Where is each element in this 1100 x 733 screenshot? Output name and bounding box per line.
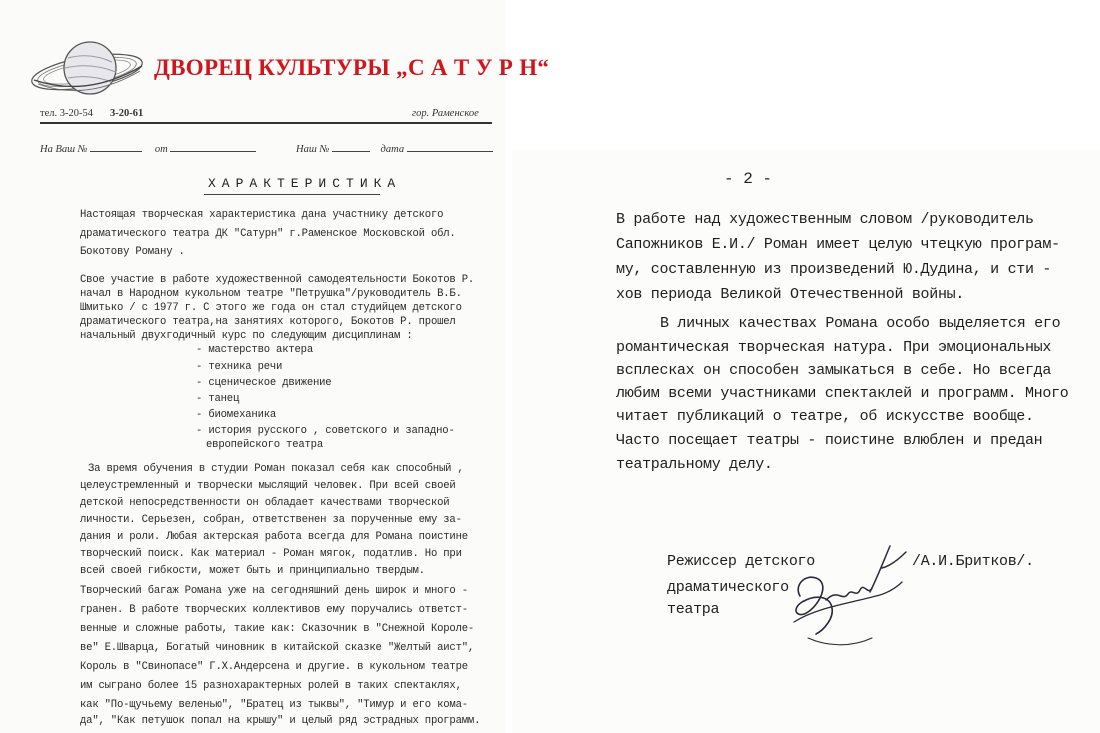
text-line: читает публикаций о театре, об искусстве вообще.	[616, 408, 1034, 425]
text-line: му, составленную из произведений Ю.Дудина, и сти -	[616, 261, 1052, 278]
text-line: ве" Е.Шварца, Богатый чиновник в китайской сказке "Желтый аист",	[80, 642, 475, 654]
text-line: романтическая творческая натура. При эмоциональных	[616, 339, 1052, 356]
list-item: - сценическое движение	[196, 377, 332, 389]
list-item: европейского театра	[206, 439, 323, 451]
text-line: Король в "Свинопасе" Г.Х.Андерсена и другие. в кукольном театре	[80, 661, 468, 673]
text-line: драматического театра ДК "Сатурн" г.Раменское Московской обл.	[80, 228, 456, 240]
text-line: личности. Серьезен, собран, ответственен за порученные ему за-	[80, 514, 462, 526]
text-line: Свое участие в работе художественной самодеятельности Бокотов Р.	[80, 274, 475, 286]
organization-name: ДВОРЕЦ КУЛЬТУРЫ „С А Т У Р Н“	[154, 55, 550, 80]
list-item: - биомеханика	[196, 409, 277, 421]
list-item: - техника речи	[196, 361, 283, 373]
text-line: Часто посещает театры - поистине влюблен и предан	[616, 432, 1043, 449]
signatory-title-line-2: драматического	[667, 579, 789, 596]
ref-our-number: Наш № дата	[296, 142, 493, 155]
signatory-name: /А.И.Бритков/.	[912, 553, 1034, 570]
phone-number-1: тел. 3-20-54	[40, 108, 93, 119]
phone-number-2: 3-20-61	[110, 108, 144, 119]
text-line: Бокотову Роману .	[80, 246, 185, 258]
list-item: - танец	[196, 393, 240, 405]
text-line: целеустремленный и творчески мыслящий человек. При всей своей	[80, 480, 456, 492]
title-underline	[204, 194, 380, 195]
text-line: театральному делу.	[616, 456, 773, 473]
text-line: начал в Народном кукольном театре "Петрушка"/руководитель В.Б.	[80, 288, 462, 300]
text-line: да", "Как петушок попал на крышу" и целый ряд эстрадных программ.	[80, 715, 481, 727]
list-item: - история русского , советского и западно-	[196, 425, 455, 437]
text-line: хов периода Великой Отечественной войны.	[616, 286, 965, 303]
text-line: им сыграно более 15 разнохарактерных ролей в таких спектаклях,	[80, 680, 462, 692]
ref-your-number: На Ваш № от	[40, 142, 256, 155]
text-line: Творческий багаж Романа уже на сегодняшний день широк и много -	[80, 585, 468, 597]
text-line: драматического театра,на занятиях которого, Бокотов Р. прошел	[80, 316, 456, 328]
text-line: как "По-щучьему веленью", "Братец из тыквы", "Тимур и его кома-	[80, 699, 468, 711]
text-line: венные и сложные работы, такие как: Сказочник в "Снежной Короле-	[80, 623, 475, 635]
saturn-logo-icon	[28, 32, 146, 110]
text-line: детской непосредственности он обладает качествами творческой	[80, 497, 450, 509]
list-item: - мастерство актера	[196, 344, 313, 356]
text-line: Шмитько / с 1977 г. С этого же года он стал студийцем детского	[80, 302, 462, 314]
text-line: начальный двухгодичный курс по следующим дисциплинам :	[80, 330, 413, 342]
text-line: творческий поиск. Как материал - Роман мягок, податлив. Но при	[80, 548, 462, 560]
text-line: гранен. В работе творческих коллективов ему поручались ответст-	[80, 604, 468, 616]
text-line: Настоящая творческая характеристика дана участнику детского	[80, 209, 444, 221]
text-line: любим всеми участниками спектаклей и программ. Много	[616, 385, 1069, 402]
text-line: За время обучения в студии Роман показал себя как способный ,	[88, 463, 464, 475]
document-title: ХАРАКТЕРИСТИКА	[208, 176, 402, 191]
text-line: В личных качествах Романа особо выделяется его	[660, 315, 1061, 332]
document-page-2	[512, 150, 1100, 733]
text-line: дания и роли. Любая актерская работа всегда для Романа поистине	[80, 531, 468, 543]
page-number: - 2 -	[724, 170, 773, 188]
city-label: гор. Раменское	[412, 108, 479, 119]
text-line: всей своей гибкости, может быть и принципиально твердым.	[80, 565, 425, 577]
signatory-title-line-3: театра	[667, 601, 720, 618]
signatory-title-line-1: Режиссер детского	[667, 553, 815, 570]
text-line: Сапожников Е.И./ Роман имеет целую чтецкую програм-	[616, 236, 1060, 253]
letterhead-divider	[40, 122, 492, 124]
handwritten-signature-icon	[786, 538, 912, 656]
text-line: В работе над художественным словом /руководитель	[616, 211, 1034, 228]
text-line: всплесках он способен замыкаться в себе. Но всегда	[616, 362, 1052, 379]
